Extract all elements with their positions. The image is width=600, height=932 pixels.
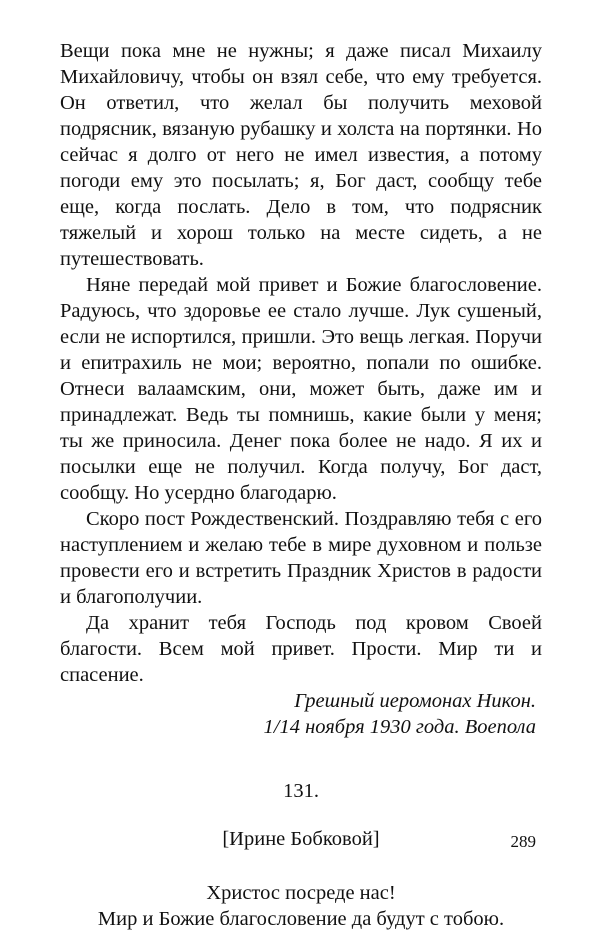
paragraph-2: Няне передай мой привет и Божие благословение. Радуюсь, что здоровье ее стало лучше. Лук сушеный, если не испортился, пришли. Это вещь легкая. Поручи и епитрахиль не мои; вероятно, попали по ошибке. Отнеси валаамским, они, может быть, даже им и принадлежат. Ведь ты помнишь, какие были у меня; ты же приносила. Денег пока более не надо. Я их и посылки еще не получил. Когда получу, Бог даст, сообщу. Но усердно благодарю. (60, 274, 542, 504)
greeting-line-1: Христос посреде нас! (206, 882, 396, 904)
paragraph-4: Да хранит тебя Господь под кровом Своей благости. Всем мой привет. Прости. Мир ти и спасение. (60, 612, 542, 686)
greeting-line-2: Мир и Божие благословение да будут с тобою. (97, 908, 505, 930)
letter-number: 131. (283, 780, 319, 802)
letter-addressee: [Ирине Бобковой] (222, 828, 380, 850)
book-page (60, 38, 542, 932)
signature: Грешный иеромонах Никон. (294, 690, 536, 712)
page-number: 289 (510, 832, 536, 851)
date-place: 1/14 ноября 1930 года. Воепола (263, 716, 536, 738)
paragraph-1: Вещи пока мне не нужны; я даже писал Михаилу Михайловичу, чтобы он взял себе, что ему требуется. Он ответил, что желал бы получить меховой подрясник, вязаную рубашку и холста на портянки. Но сейчас я долго от него не имел известия, а потому погоди ему это посылать; я, Бог даст, сообщу тебе еще, когда послать. Дело в том, что подрясник тяжелый и хорош только на месте сидеть, а не путешествовать. (60, 40, 542, 270)
paragraph-3: Скоро пост Рождественский. Поздравляю тебя с его наступлением и желаю тебе в мире духовном и пользе провести его и встретить Праздник Христов в радости и благополучии. (60, 508, 542, 608)
